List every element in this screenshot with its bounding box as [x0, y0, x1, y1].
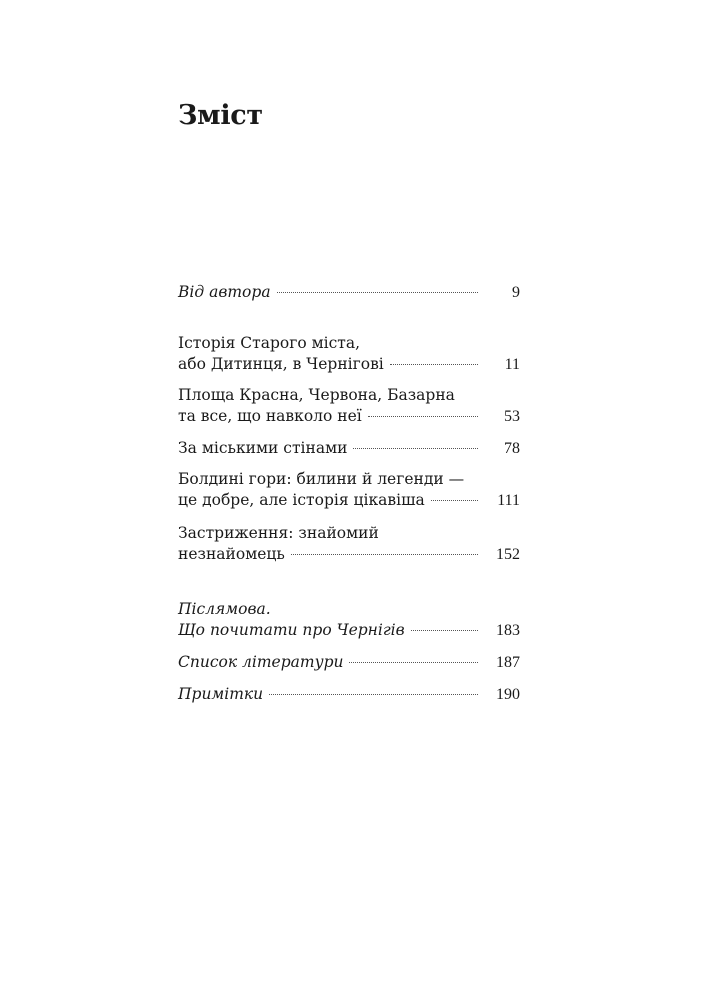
- toc-entry-title-continued: та все, що навколо неї: [178, 407, 362, 425]
- toc-entry-title-continued: Що почитати про Чернігів: [178, 621, 405, 639]
- toc-page-number: 152: [496, 546, 520, 563]
- toc-entry-title: Болдині гори: билини й легенди —: [178, 470, 465, 488]
- toc-page-number: 11: [504, 356, 520, 373]
- dot-leader: [353, 448, 478, 449]
- toc-entry-title-continued: це добре, але історія цікавіша: [178, 491, 425, 509]
- toc-entry-notes[interactable]: [178, 684, 520, 705]
- toc-entry-title: Площа Красна, Червона, Базарна: [178, 386, 455, 404]
- toc-entry-boldyni-hory[interactable]: [178, 469, 520, 511]
- toc-page-number: 187: [496, 654, 520, 671]
- toc-entry-title: Примітки: [178, 685, 264, 703]
- toc-entry-old-town-history[interactable]: [178, 333, 520, 375]
- toc-entry-red-square[interactable]: [178, 385, 520, 427]
- toc-entry-afterword[interactable]: [178, 599, 520, 641]
- toc-page-number: 9: [512, 284, 520, 301]
- toc-entry-outside-walls[interactable]: [178, 438, 520, 459]
- toc-entry-title: Список літератури: [178, 653, 344, 671]
- toc-entry-title-continued: незнайомець: [178, 545, 285, 563]
- toc-page-number: 53: [504, 408, 520, 425]
- toc-page-number: 183: [496, 622, 520, 639]
- dot-leader: [411, 630, 478, 631]
- toc-entry-zastryzhennia[interactable]: [178, 523, 520, 565]
- toc-entry-from-author[interactable]: [178, 282, 520, 303]
- dot-leader: [291, 554, 478, 555]
- toc-page-number: 78: [504, 440, 520, 457]
- toc-entry-title: Застриження: знайомий: [178, 524, 379, 542]
- toc-entry-title: Історія Старого міста,: [178, 334, 361, 352]
- dot-leader: [390, 364, 478, 365]
- dot-leader: [349, 662, 478, 663]
- toc-page-number: 190: [496, 686, 520, 703]
- toc-entry-bibliography[interactable]: [178, 652, 520, 673]
- dot-leader: [269, 694, 478, 695]
- toc-entry-title: За міськими стінами: [178, 439, 348, 457]
- toc-page-number: 111: [497, 492, 520, 509]
- toc-entry-title: Від автора: [178, 283, 271, 301]
- toc-entry-title: Післямова.: [178, 600, 271, 618]
- dot-leader: [368, 416, 478, 417]
- page-title: Зміст: [178, 100, 263, 131]
- dot-leader: [431, 500, 478, 501]
- dot-leader: [277, 292, 478, 293]
- toc-entry-title-continued: або Дитинця, в Чернігові: [178, 355, 384, 373]
